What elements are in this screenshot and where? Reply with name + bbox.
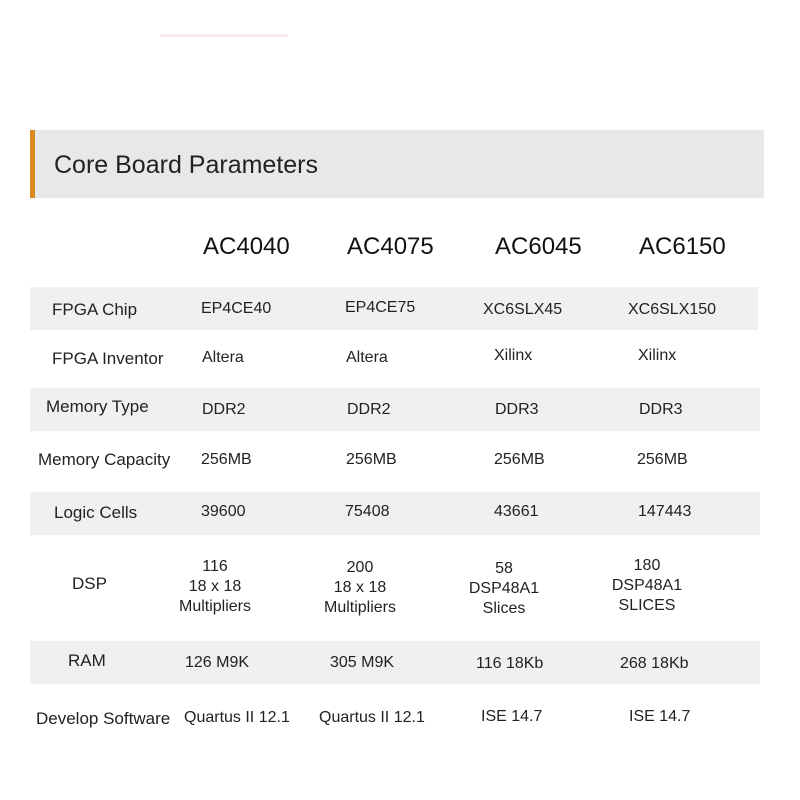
table-cell: DDR2	[347, 401, 391, 418]
table-cell: ISE 14.7	[481, 708, 543, 725]
row-label-develop-software: Develop Software	[36, 709, 171, 728]
table-cell: 39600	[201, 503, 246, 520]
row-label-dsp: DSP	[72, 574, 107, 593]
table-cell: DDR3	[639, 401, 683, 418]
table-cell: 116 18Kb	[476, 655, 544, 672]
table-cell: 200 18 x 18 Multipliers	[323, 559, 396, 616]
section-header	[30, 130, 764, 198]
table-cell: XC6SLX45	[483, 301, 563, 318]
table-cell: DDR3	[495, 401, 539, 418]
table-cell: ISE 14.7	[629, 708, 691, 725]
table-cell: 116 18 x 18 Multipliers	[178, 558, 251, 615]
table-cell: 256MB	[637, 451, 688, 468]
table-cell: 180 DSP48A1 SLICES	[611, 557, 683, 614]
column-header-ac6045: AC6045	[495, 233, 582, 260]
table-cell: 75408	[345, 503, 390, 520]
table-cell: Altera	[346, 349, 388, 366]
column-header-ac4040: AC4040	[203, 233, 290, 260]
row-label-ram: RAM	[68, 651, 106, 670]
row-label-memory-type: Memory Type	[46, 397, 149, 416]
faint-decorative-line	[160, 34, 288, 37]
table-cell: 256MB	[201, 451, 252, 468]
column-header-ac6150: AC6150	[639, 233, 726, 260]
row-label-fpga-inventor: FPGA Inventor	[52, 349, 164, 368]
table-cell: 256MB	[346, 451, 397, 468]
table-cell: 147443	[638, 503, 692, 520]
table-cell: 58 DSP48A1 Slices	[468, 560, 540, 617]
table-cell: Xilinx	[638, 347, 677, 364]
table-cell: Xilinx	[494, 347, 533, 364]
row-label-logic-cells: Logic Cells	[54, 503, 138, 522]
column-header-ac4075: AC4075	[347, 233, 434, 260]
table-cell: Altera	[202, 349, 244, 366]
table-cell: EP4CE40	[201, 300, 272, 317]
row-label-fpga-chip: FPGA Chip	[52, 300, 138, 319]
table-cell: 126 M9K	[185, 654, 250, 671]
table-cell: Quartus II 12.1	[184, 709, 290, 726]
table-cell: EP4CE75	[345, 299, 416, 316]
table-cell: 305 M9K	[330, 654, 395, 671]
row-label-memory-capacity: Memory Capacity	[38, 450, 171, 469]
table-cell: 256MB	[494, 451, 545, 468]
table-cell: 43661	[494, 503, 539, 520]
table-cell: 268 18Kb	[620, 655, 689, 672]
table-cell: Quartus II 12.1	[319, 709, 425, 726]
table-cell: XC6SLX150	[628, 301, 717, 318]
section-title: Core Board Parameters	[54, 151, 319, 179]
table-cell: DDR2	[202, 401, 246, 418]
